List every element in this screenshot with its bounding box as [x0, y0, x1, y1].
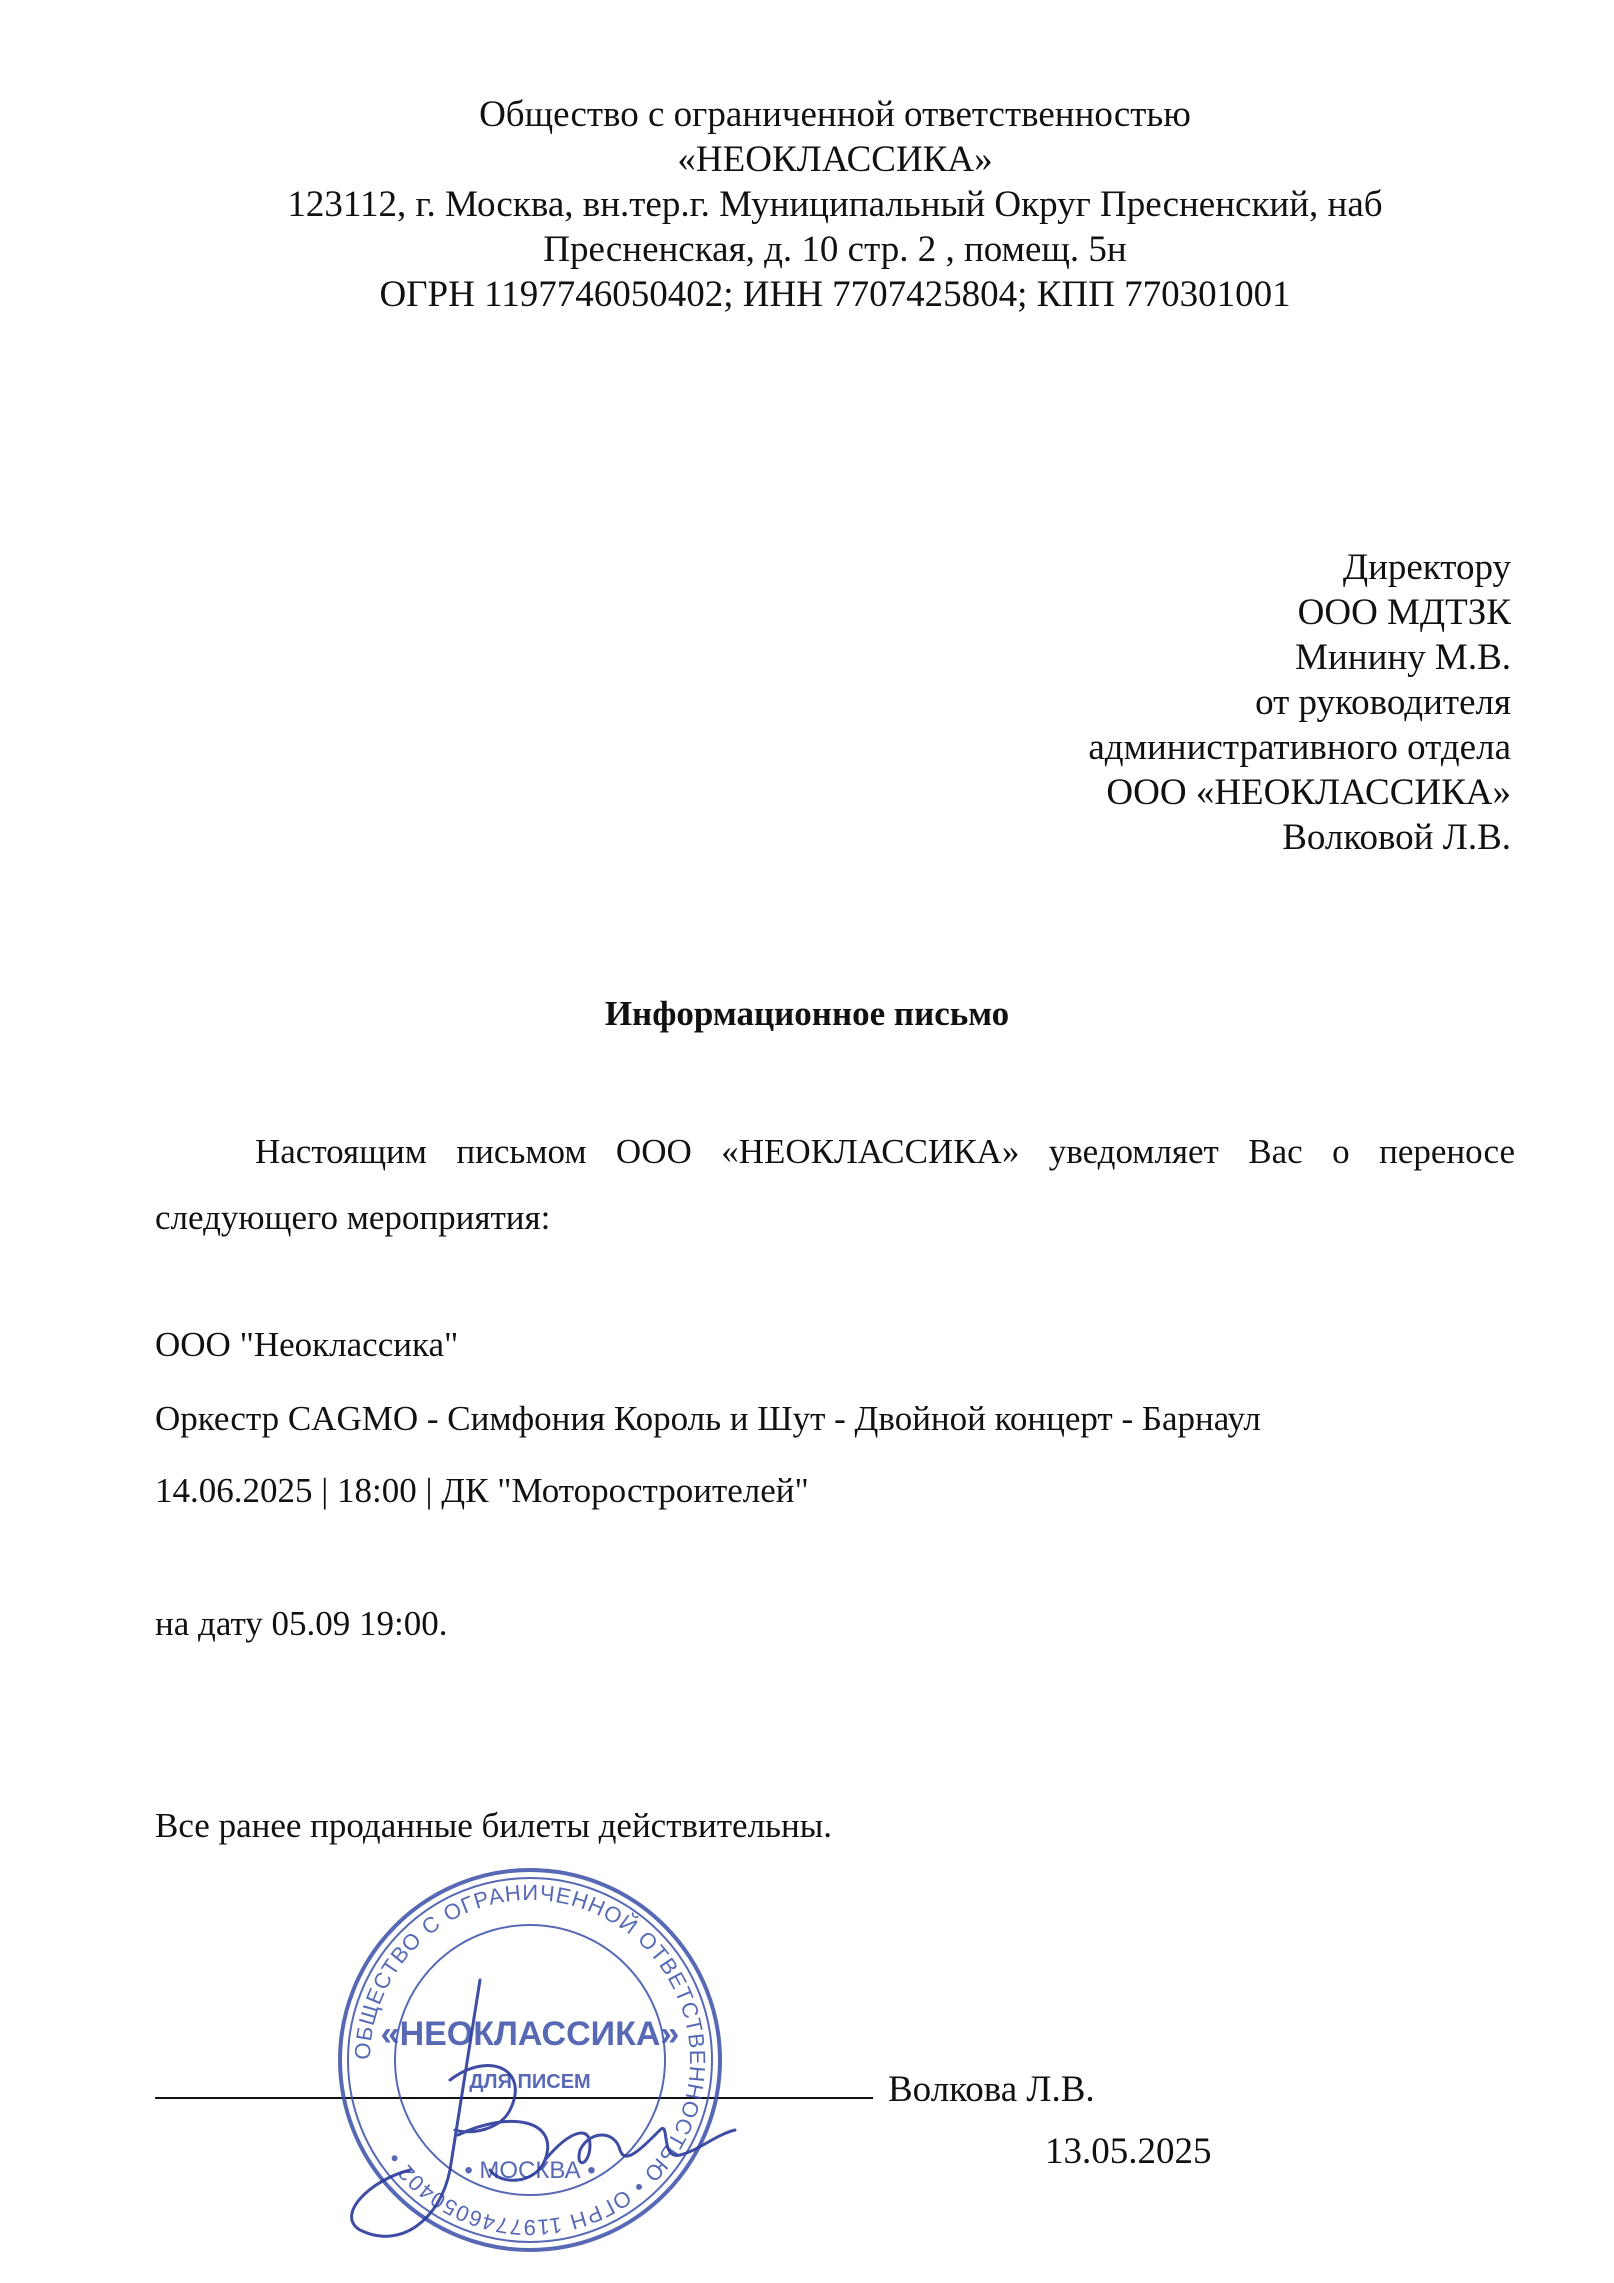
addressee-block	[811, 545, 1511, 860]
sender-department: административного отдела	[1088, 727, 1511, 768]
letterhead-registration: ОГРН 1197746050402; ИНН 7707425804; КПП 770301001	[379, 274, 1291, 315]
intro-paragraph-line1: Настоящим письмом ООО «НЕОКЛАССИКА» уведомляет Вас о переносе	[255, 1132, 1515, 1171]
sender-name: Волковой Л.В.	[1282, 817, 1511, 858]
seal-city-text: • МОСКВА •	[464, 2157, 596, 2184]
event-organizer: ООО "Неоклассика"	[155, 1325, 459, 1364]
letterhead	[160, 92, 1510, 317]
signer-name: Волкова Л.В.	[888, 2069, 1095, 2110]
tickets-note: Все ранее проданные билеты действительны.	[155, 1806, 833, 1845]
seal-outer-text: ОБЩЕСТВО С ОГРАНИЧЕННОЙ ОТВЕТСТВЕННОСТЬЮ • ОГРН 1197746050402 •	[349, 1879, 711, 2241]
handwritten-signature	[340, 1960, 740, 2260]
sender-company: ООО «НЕОКЛАССИКА»	[1106, 772, 1511, 813]
sender-from: от руководителя	[1255, 682, 1511, 723]
new-date: на дату 05.09 19:00.	[155, 1604, 448, 1643]
addressee-name: Минину М.В.	[1295, 637, 1511, 678]
intro-paragraph-line2: следующего мероприятия:	[155, 1198, 551, 1237]
letterhead-company-name: «НЕОКЛАССИКА»	[677, 139, 993, 180]
document-title: Информационное письмо	[604, 994, 1010, 1033]
event-name: Оркестр CAGMO - Симфония Король и Шут - Двойной концерт - Барнаул	[155, 1399, 1261, 1438]
letterhead-address-line2: Пресненская, д. 10 стр. 2 , помещ. 5н	[543, 229, 1127, 270]
addressee-company: ООО МДТЗК	[1297, 592, 1511, 633]
seal-sub-text: ДЛЯ ПИСЕМ	[469, 2071, 591, 2093]
event-datetime-venue: 14.06.2025 | 18:00 | ДК "Моторостроителей"	[155, 1471, 809, 1510]
letterhead-address-line1: 123112, г. Москва, вн.тер.г. Муниципальный Округ Пресненский, наб	[287, 184, 1383, 225]
letterhead-company-type: Общество с ограниченной ответственностью	[479, 94, 1191, 135]
signature-date: 13.05.2025	[1045, 2131, 1212, 2172]
addressee-position: Директору	[1342, 547, 1511, 588]
seal-center-text: «НЕОКЛАССИКА»	[380, 2015, 680, 2053]
